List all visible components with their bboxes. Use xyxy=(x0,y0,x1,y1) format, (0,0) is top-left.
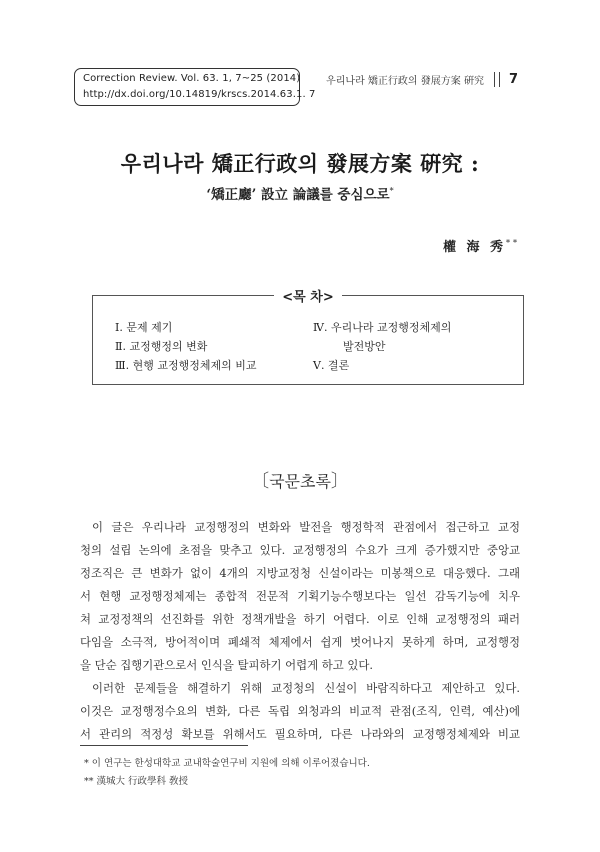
body-line: 이러한 문제들을 해결하기 위해 교정청의 신설이 바람직하다고 제안하고 있다. xyxy=(92,681,520,695)
right-bracket: 〕 xyxy=(330,471,349,492)
toc-item[interactable]: Ⅱ. 교정행정의 변화 xyxy=(115,340,208,353)
body-line: 서 관리의 적정성 확보를 위해서도 필요하며, 다른 나라와의 교정행정체제와 비교 xyxy=(80,727,520,741)
citation-box xyxy=(74,68,316,106)
body-line: 쳐 교정정책의 선진화를 위한 정책개발을 하기 어렵다. 이로 인해 교정행정의 패러 xyxy=(80,612,520,626)
body-line: 이것은 교정행정수요의 변화, 다른 독립 외청과의 비교적 관점(조직, 인력, 예산)에 xyxy=(80,704,520,718)
abstract-heading-text: 국문초록 xyxy=(269,472,331,491)
body-line: 을 단순 집행기관으로서 인식을 탈피하기 어렵게 하고 있다. xyxy=(80,658,374,672)
body-line: 청의 설립 논의에 초점을 맞추고 있다. 교정행정의 수요가 크게 증가했지만 중앙교 xyxy=(80,543,520,557)
footnote: ** 漢城大 行政學科 敎授 xyxy=(84,776,189,787)
toc-item[interactable]: Ⅴ. 결론 xyxy=(313,359,350,372)
footnotes xyxy=(84,755,370,791)
paper-title: 우리나라 矯正行政의 發展方案 硏究 : xyxy=(120,151,480,176)
body-line: 다임을 소극적, 방어적이며 폐쇄적 체제에서 쉽게 벗어나지 못하게 하며, 교정행정 xyxy=(80,635,520,649)
footnote-divider xyxy=(80,745,248,746)
author xyxy=(443,236,520,255)
toc-item[interactable]: Ⅰ. 문제 제기 xyxy=(115,321,173,334)
running-header-title: 우리나라 矯正行政의 發展方案 硏究 xyxy=(326,76,484,87)
abstract-body xyxy=(80,516,520,746)
body-line: 서 현행 교정행정체제는 종합적 전문적 기획기능수행보다는 일선 감독기능에 치우 xyxy=(80,589,520,603)
toc-item[interactable]: Ⅳ. 우리나라 교정행정체제의 xyxy=(313,321,452,334)
body-line: 이 글은 우리나라 교정행정의 변화와 발전을 행정학적 관점에서 접근하고 교정 xyxy=(92,520,520,534)
toc-item-continuation[interactable]: 발전방안 xyxy=(343,340,386,353)
subtitle-text: ‘矯正廳’ 設立 論議를 중심으로 xyxy=(206,187,390,203)
author-name: 權 海 秀 xyxy=(442,240,506,255)
doi-link[interactable]: http://dx.doi.org/10.14819/krscs.2014.63.1. 7 xyxy=(83,89,316,100)
header-divider xyxy=(494,72,500,87)
table-of-contents xyxy=(92,290,524,385)
citation-line-1: Correction Review. Vol. 63. 1, 7~25 (2014) xyxy=(83,73,301,84)
running-header xyxy=(326,72,518,87)
toc-heading: <목 차> xyxy=(274,290,341,305)
subtitle-footnote-mark: * xyxy=(389,186,394,196)
page-number: 7 xyxy=(508,72,518,87)
footnote: * 이 연구는 한성대학교 교내학술연구비 지원에 의해 이루어졌습니다. xyxy=(84,758,370,769)
body-line: 정조직은 큰 변화가 없이 4개의 지방교정청 신설이라는 미봉책으로 대응했다. 그래 xyxy=(80,566,520,580)
toc-left-column xyxy=(115,318,256,375)
left-bracket: 〔 xyxy=(251,471,270,492)
paper-subtitle xyxy=(0,183,600,203)
abstract-heading xyxy=(0,467,600,493)
toc-item[interactable]: Ⅲ. 현행 교정행정체제의 비교 xyxy=(115,359,257,372)
author-footnote-mark: ** xyxy=(506,238,520,248)
toc-right-column xyxy=(313,318,451,375)
